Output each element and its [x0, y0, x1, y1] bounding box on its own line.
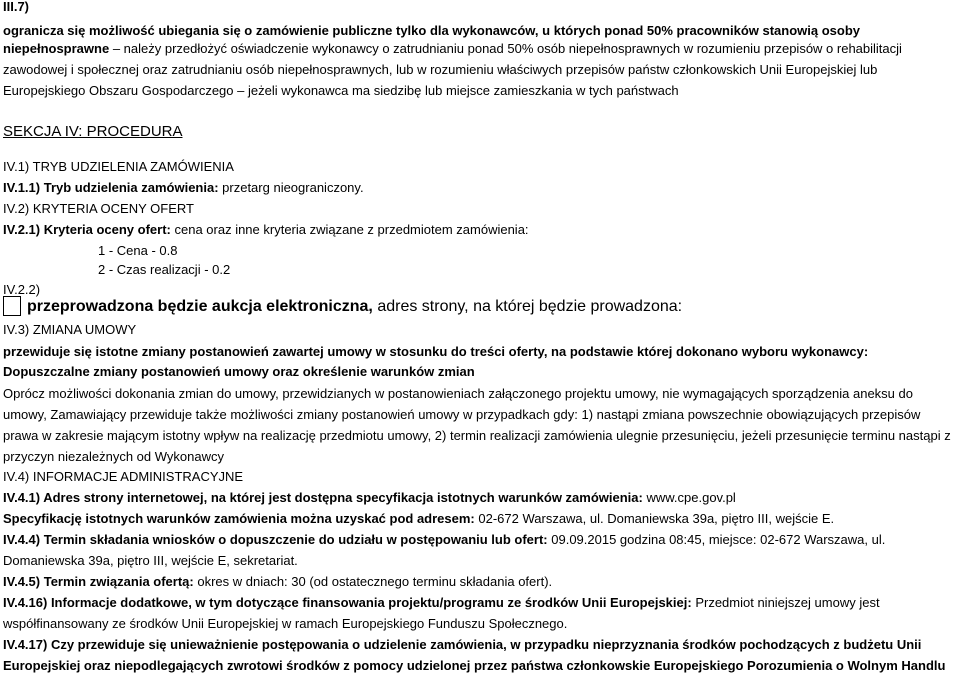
- iv3-heading: IV.3) ZMIANA UMOWY: [3, 322, 137, 337]
- auction-text: adres strony, na której będzie prowadzona:: [372, 298, 683, 315]
- iii7-text: – należy przedłożyć oświadczenie wykonawcy o zatrudnianiu ponad 50% osób niepełnosprawnych w rozumieniu przepisów o rehabilitacji: [109, 41, 902, 56]
- iv11-label: IV.1.1) Tryb udzielenia zamówienia:: [3, 180, 219, 195]
- iv4-heading: IV.4) INFORMACJE ADMINISTRACYJNE: [3, 469, 244, 484]
- iv44-line: [3, 531, 885, 548]
- iii7-line-4: Europejskiego Obszaru Gospodarczego – jeżeli wykonawca ma siedzibę lub miejsce zamieszkania w tych państwach: [3, 83, 679, 98]
- iv21-label: IV.2.1) Kryteria oceny ofert:: [3, 222, 171, 237]
- iv416-value: Przedmiot niniejszej umowy jest: [691, 595, 880, 610]
- spec-label: Specyfikację istotnych warunków zamówienia można uzyskać pod adresem:: [3, 511, 475, 526]
- spec-line: [3, 510, 834, 527]
- iv45-line: [3, 573, 552, 590]
- iv45-value: okres w dniach: 30 (od ostatecznego terminu składania ofert).: [193, 574, 553, 589]
- iv45-label: IV.4.5) Termin związania ofertą:: [3, 574, 194, 589]
- section-heading-iii7: III.7): [3, 0, 30, 14]
- iv11-line: [3, 179, 364, 196]
- iv44-label: IV.4.4) Termin składania wniosków o dopuszczenie do udziału w postępowaniu lub ofert:: [3, 532, 548, 547]
- iii7-line-1: ogranicza się możliwość ubiegania się o zamówienie publiczne tylko dla wykonawców, u których ponad 50% pracowników stanowią osoby: [3, 23, 860, 38]
- iv41-line: [3, 489, 736, 506]
- spec-address: 02-672 Warszawa, ul. Domaniewska 39a, piętro III, wejście E.: [474, 511, 835, 526]
- iii7-line-3: zawodowej i społecznej oraz zatrudnianiu osób niepełnosprawnych, lub w rozumieniu właściwych przepisów państw członkowskich Unii Europejskiej lub: [3, 62, 878, 77]
- criterion-2: 2 - Czas realizacji - 0.2: [98, 262, 231, 277]
- iv3-line-2: Dopuszczalne zmiany postanowień umowy oraz określenie warunków zmian: [3, 364, 475, 379]
- iv41-label: IV.4.1) Adres strony internetowej, na której jest dostępna specyfikacja istotnych warunków zamówienia:: [3, 490, 643, 505]
- iv44-line-2: Domaniewska 39a, piętro III, wejście E, sekretariat.: [3, 553, 298, 568]
- iv3-line-4: umowy, Zamawiający przewiduje także możliwości zmiany postanowień umowy w przypadkach gdy: 1) nastąpi zmiana powszechnie obowiązujących przepisów: [3, 407, 921, 422]
- iv3-line-3: Oprócz możliwości dokonania zmian do umowy, przewidzianych w postanowieniach załączonego projektu umowy, nie wymagających sporządzenia aneksu do: [3, 386, 913, 401]
- iv416-label: IV.4.16) Informacje dodatkowe, w tym dotyczące finansowania projektu/programu ze środków Unii Europejskiej:: [3, 595, 692, 610]
- section-iv-title: SEKCJA IV: PROCEDURA: [3, 123, 183, 140]
- iv1-heading: IV.1) TRYB UDZIELENIA ZAMÓWIENIA: [3, 159, 234, 174]
- iv11-value: przetarg nieograniczony.: [218, 180, 364, 195]
- auction-label: przeprowadzona będzie aukcja elektroniczna,: [27, 298, 373, 315]
- auction-checkbox[interactable]: [3, 296, 21, 316]
- auction-line: [27, 298, 682, 315]
- iv416-line: [3, 594, 880, 611]
- iv2-heading: IV.2) KRYTERIA OCENY OFERT: [3, 201, 194, 216]
- iv21-line: [3, 221, 529, 238]
- iv417-line-2: Europejskiej oraz niepodlegających zwrotowi środków z pomocy udzielonej przez państwa członkowskie Europejskiego Porozumienia o Wolnym Handlu: [3, 658, 946, 673]
- iv41-url: www.cpe.gov.pl: [642, 490, 736, 505]
- iv416-line-2: współfinansowany ze środków Unii Europejskiej w ramach Europejskiego Funduszu Społecznego.: [3, 616, 568, 631]
- iv3-line-5: prawa w zakresie mającym istotny wpływ na realizację przedmiotu umowy, 2) termin realizacji zamówienia ulegnie przesunięciu, jeżeli przesunięcie terminu nastąpi z: [3, 428, 951, 443]
- criterion-1: 1 - Cena - 0.8: [98, 243, 178, 258]
- iv21-value: cena oraz inne kryteria związane z przedmiotem zamówienia:: [170, 222, 529, 237]
- iv44-value: 09.09.2015 godzina 08:45, miejsce: 02-672 Warszawa, ul.: [547, 532, 886, 547]
- iii7-bold: niepełnosprawne: [3, 41, 110, 56]
- iv417-line-1: IV.4.17) Czy przewiduje się unieważnienie postępowania o udzielenie zamówienia, w przypadku nieprzyznania środków pochodzących z budżetu Unii: [3, 637, 922, 652]
- iv3-line-6: przyczyn niezależnych od Wykonawcy: [3, 449, 224, 464]
- iii7-line-2: [3, 40, 902, 57]
- iv3-line-1: przewiduje się istotne zmiany postanowień zawartej umowy w stosunku do treści oferty, na podstawie której dokonano wyboru wykonawcy:: [3, 344, 869, 359]
- iv22-label: IV.2.2): [3, 282, 41, 297]
